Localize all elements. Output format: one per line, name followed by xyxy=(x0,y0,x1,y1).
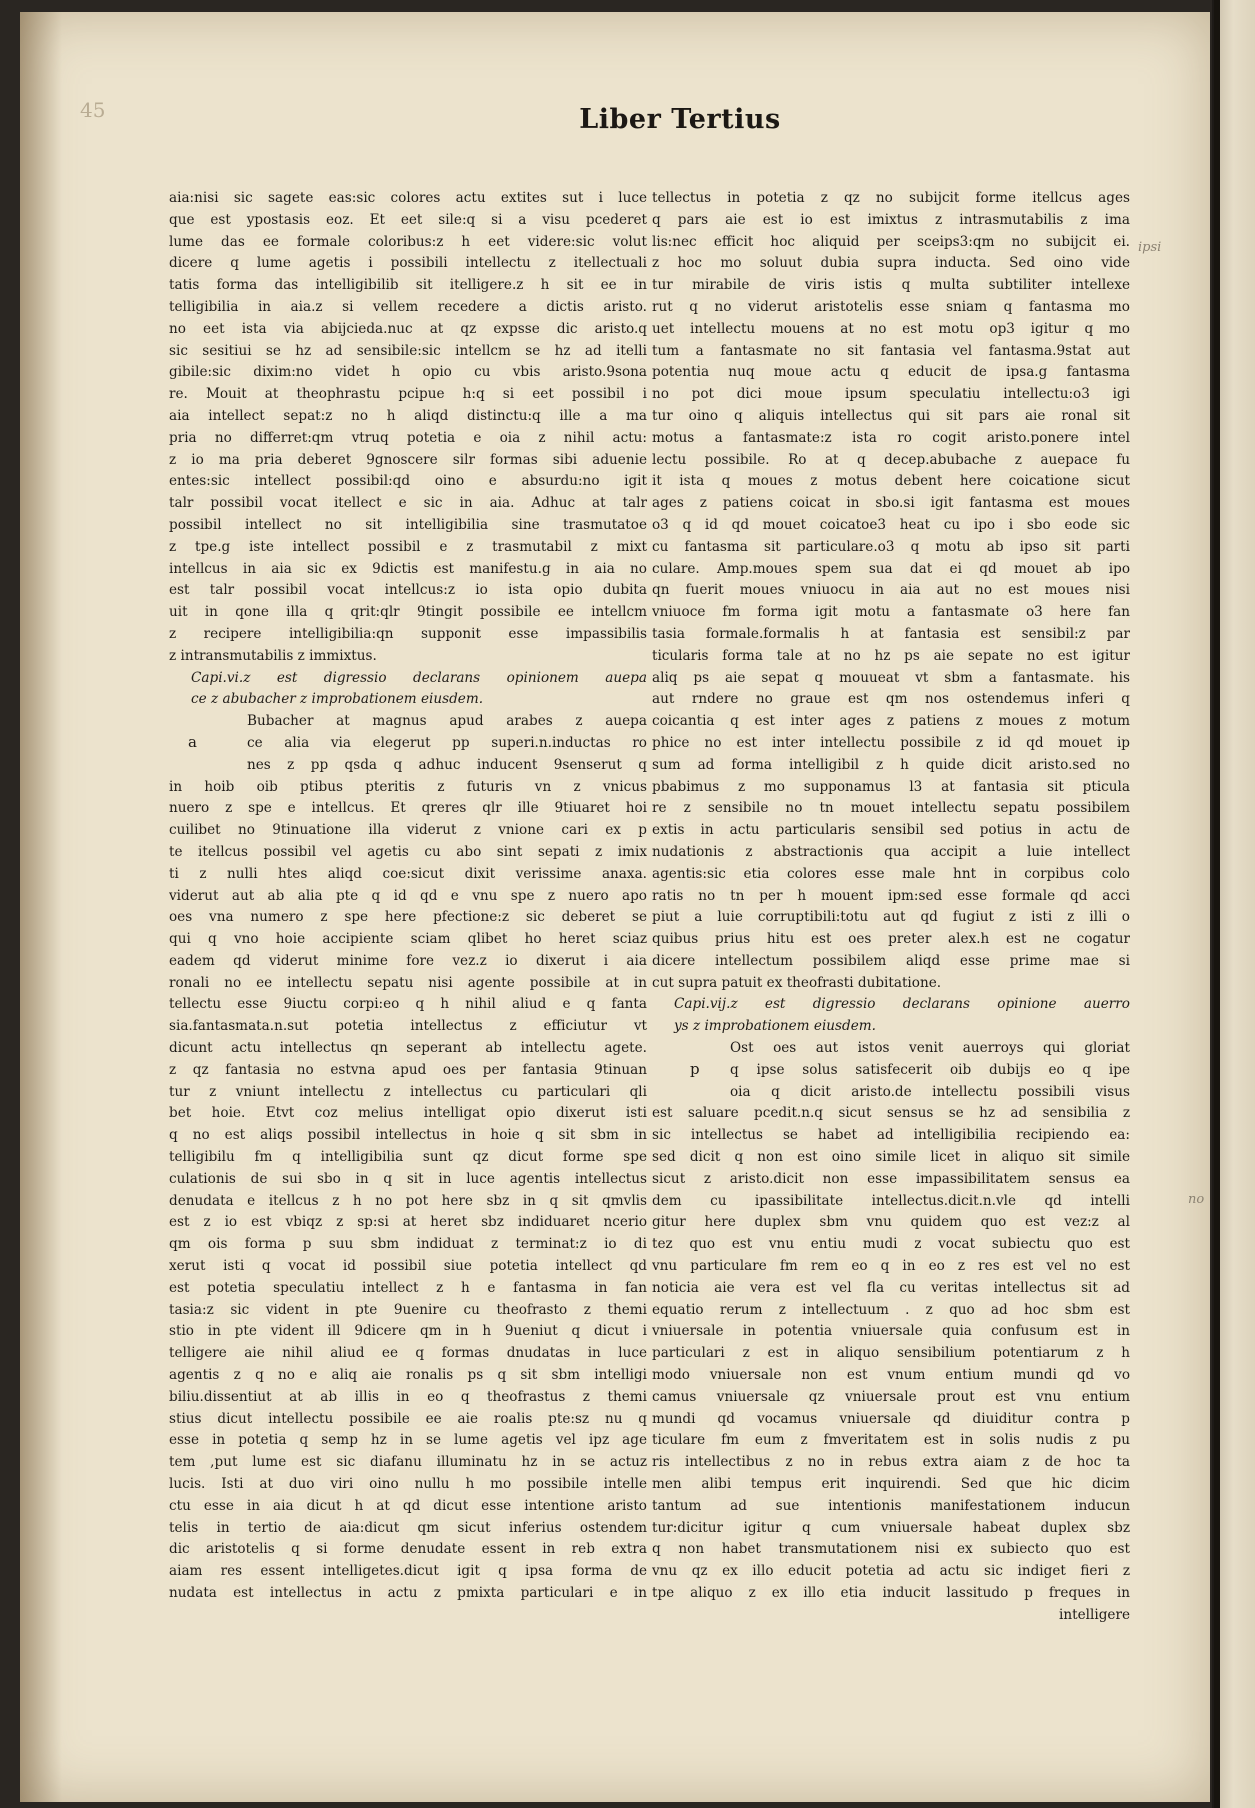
text-line: lectu possibile. Ro at q decep.abubache z auepace fu xyxy=(652,451,1130,468)
text-line: it ista q moues z motus debent here coicatione sicut xyxy=(652,473,1130,490)
margin-note-lower: no xyxy=(1188,1192,1205,1207)
text-line: q pars aie est io est imixtus z intrasmutabilis z ima xyxy=(652,211,1130,228)
text-line: que est ypostasis eoz. Et eet sile:q si a visu pcederet xyxy=(169,211,647,228)
text-line: culationis de sui sbo in q sit in luce agentis intellectus xyxy=(169,1170,647,1187)
text-line: z hoc mo soluut dubia supra inducta. Sed oino vide xyxy=(652,255,1130,272)
text-line: aia intellect sepat:z no h aliqd distinctu:q ille a ma xyxy=(169,407,647,424)
text-line: tellectu esse 9iuctu corpi:eo q h nihil aliud e q fanta xyxy=(169,996,647,1013)
text-line: rut q no viderut aristotelis esse sniam q fantasma mo xyxy=(652,298,1130,315)
text-line: Ost oes aut istos venit auerroys qui gloriat xyxy=(730,1040,1130,1057)
text-line: vnu qz ex illo educit potetia ad actu sic indiget fieri z xyxy=(652,1563,1130,1580)
text-line: quibus prius hitu est oes preter alex.h est ne cogatur xyxy=(652,931,1130,948)
text-line: vniuoce fm forma igit motu a fantasmate o3 here fan xyxy=(652,604,1130,621)
text-line: telligibilia in aia.z si vellem recedere a dictis aristo. xyxy=(169,298,647,315)
text-line: nudata est intellectus in actu z pmixta particulari e in xyxy=(169,1585,647,1601)
text-line: noticia aie vera est vel fla cu veritas intellectus sit ad xyxy=(652,1279,1130,1296)
text-line: oes vna numero z spe here pfectione:z sic deberet se xyxy=(169,909,647,926)
text-line: lucis. Isti at duo viri oino nullu h mo possibile intelle xyxy=(169,1476,647,1493)
text-line: particulari z est in aliquo sensibilium potentiarum z h xyxy=(652,1345,1130,1362)
text-line: q non habet transmutationem nisi ex subiecto quo est xyxy=(652,1541,1130,1558)
adjacent-page-edge xyxy=(1212,0,1255,1808)
text-line: tantum ad sue intentionis manifestationem inducun xyxy=(652,1497,1130,1514)
text-line: z recipere intelligibilia:qn supponit esse impassibilis xyxy=(169,625,647,642)
text-line: z intransmutabilis z immixtus. xyxy=(169,647,377,664)
text-line: denudata e itellcus z h no pot here sbz in q sit qmvlis xyxy=(169,1192,647,1209)
text-line: re. Mouit at theophrastu pcipue h:q si eet possibil i xyxy=(169,386,647,403)
text-line: tatis forma das intelligibilib sit itelligere.z h sit ee in xyxy=(169,277,647,294)
text-line: q no est aliqs possibil intellectus in hoie q sit sbm in xyxy=(169,1127,647,1144)
text-line: stio in pte vident ill 9dicere qm in h 9ueniut q dicut i xyxy=(169,1323,647,1340)
text-line: oia q dicit aristo.de intellectu possibili visus xyxy=(730,1083,1130,1100)
text-line: potentia nuq moue actu q educit de ipsa.g fantasma xyxy=(652,364,1130,381)
text-line: nes z pp qsda q adhuc inducent 9senserut q xyxy=(247,756,647,773)
text-line: piut a luie corruptibili:totu aut qd fugiut z isti z illi o xyxy=(652,909,1130,926)
text-line: gibile:sic dixim:no videt h opio cu vbis aristo.9sona xyxy=(169,364,647,381)
text-line: culare. Amp.moues spem sua dat ei qd mouet ab ipo xyxy=(652,560,1130,577)
text-line: est talr possibil vocat intellcus:z io ista opio dubita xyxy=(169,582,647,599)
text-line: sic intellectus se habet ad intelligibilia recipiendo ea: xyxy=(652,1127,1130,1144)
text-line: aia:nisi sic sagete eas:sic colores actu extites sut i luce xyxy=(169,190,647,206)
text-line: modo vniuersale non est vnum entium mundi qd vo xyxy=(652,1367,1130,1384)
text-line: possibil intellect no sit intelligibilia sine trasmutatoe xyxy=(169,516,647,533)
text-line: ticulare fm eum z fmveritatem est in solis nudis z pu xyxy=(652,1432,1130,1449)
text-line: coicantia q est inter ages z patiens z moues z motum xyxy=(652,713,1130,730)
text-line: tur oino q aliquis intellectus qui sit pars aie ronal sit xyxy=(652,407,1130,424)
text-line: telligere aie nihil aliud ee q formas dnudatas in luce xyxy=(169,1345,647,1362)
text-line: lis:nec efficit hoc aliquid per sceips3:qm no subijcit ei. xyxy=(652,233,1130,250)
text-line: dic aristotelis q si forme denudate essent in reb extra xyxy=(169,1541,647,1558)
text-line: dicere q lume agetis i possibili intellectu z itellectuali xyxy=(169,255,647,272)
text-line: men alibi tempus erit inquirendi. Sed que hic dicim xyxy=(652,1476,1130,1493)
text-line: dem cu ipassibilitate intellectus.dicit.n.vle qd intelli xyxy=(652,1192,1130,1209)
text-line: viderut aut ab alia pte q id qd e vnu spe z nuero apo xyxy=(169,887,647,904)
text-line: no eet ista via abijcieda.nuc at qz expsse dic aristo.q xyxy=(169,320,647,337)
text-line: no pot dici moue ipsum speculatiu intellectu:o3 igi xyxy=(652,386,1130,403)
text-line: q ipse solus satisfecerit oib dubijs eo q ipe xyxy=(730,1061,1130,1078)
page-gutter xyxy=(1214,0,1220,1808)
text-line: tur z vniunt intellectu z intellectus cu particulari qli xyxy=(169,1083,647,1100)
text-line: dicere intellectum possibilem aliqd esse prime mae si xyxy=(652,952,1130,969)
text-line: qn fuerit moues vniuocu in aia aut no est moues nisi xyxy=(652,582,1130,599)
text-line: nuero z spe e intellcus. Et qreres qlr ille 9tiuaret hoi xyxy=(169,800,647,817)
text-line: eadem qd viderut minime fore vez.z io dixerut i aia xyxy=(169,952,647,969)
text-line: xerut isti q vocat id possibil siue potetia intellect qd xyxy=(169,1258,647,1275)
text-line: esse in potetia q semp hz in se lume agetis vel ipz age xyxy=(169,1432,647,1449)
text-line: ratis no tn per h mouent ipm:sed esse formale qd acci xyxy=(652,887,1130,904)
text-line: z io ma pria deberet 9gnoscere silr formas sibi aduenie xyxy=(169,451,647,468)
text-line: intellcus in aia sic ex 9dictis est manifestu.g in aia no xyxy=(169,560,647,577)
text-line: pria no differret:qm vtruq potetia e oia z nihil actu: xyxy=(169,429,647,446)
text-line: re z sensibile no tn mouet intellectu sepatu possibilem xyxy=(652,800,1130,817)
text-line: bet hoie. Etvt coz melius intelligat opio dixerut isti xyxy=(169,1105,647,1122)
text-line: ti z nulli htes aliqd coe:sicut dixit verissime anaxa. xyxy=(169,865,647,882)
chapter-heading: Capi.vi.z est digressio declarans opinionem auepa xyxy=(191,669,647,686)
text-line: telligibilu fm q intelligibilia sunt qz dicut forme spe xyxy=(169,1149,647,1166)
text-line: ages z patiens coicat in sbo.si igit fantasma est moues xyxy=(652,495,1130,512)
text-line: stius dicut intellectu possibile ee aie roalis pte:sz nu q xyxy=(169,1410,647,1427)
text-line: te itellcus possibil vel agetis cu abo sint sepati z imix xyxy=(169,843,647,860)
text-line: gitur here duplex sbm vnu quidem quo est vez:z al xyxy=(652,1214,1130,1231)
text-line: phice no est inter intellectu possibile z id qd mouet ip xyxy=(652,734,1130,751)
text-line: mundi qd vocamus vniuersale qd diuiditur contra p xyxy=(652,1410,1130,1427)
text-line: entes:sic intellect possibil:qd oino e absurdu:no igit xyxy=(169,473,647,490)
text-line: tasia formale.formalis h at fantasia est sensibil:z par xyxy=(652,625,1130,642)
text-line: uet intellectu mouens at no est motu op3 igitur q mo xyxy=(652,320,1130,337)
text-line: z tpe.g iste intellect possibil e z trasmutabil z mixt xyxy=(169,538,647,555)
chapter-heading: Capi.vij.z est digressio declarans opinione auerro xyxy=(674,996,1130,1013)
text-line: lume das ee formale coloribus:z h eet videre:sic volut xyxy=(169,233,647,250)
text-line: qui q vno hoie accipiente sciam qlibet ho heret sciaz xyxy=(169,931,647,948)
text-line: camus vniuersale qz vniuersale prout est vnu entium xyxy=(652,1388,1130,1405)
text-line: tur mirabile de viris istis q multa subtiliter intellexe xyxy=(652,277,1130,294)
text-line: agentis z q no e aliq aie ronalis ps q sit sbm intelligi xyxy=(169,1367,647,1384)
text-line: est saluare pcedit.n.q sicut sensus se hz ad sensibilia z xyxy=(652,1105,1130,1122)
text-line: aiam res essent intelligetes.dicut igit q ipsa forma de xyxy=(169,1563,647,1580)
text-line: uit in qone illa q qrit:qlr 9tingit possibile ee intellcm xyxy=(169,604,647,621)
margin-note-upper: ipsi xyxy=(1138,240,1162,255)
text-line: sic sesitiui se hz ad sensibile:sic intellcm se hz ad itelli xyxy=(169,342,647,359)
text-line: telis in tertio de aia:dicut qm sicut inferius ostendem xyxy=(169,1519,647,1536)
text-line: vniuersale in potentia vniuersale quia confusum est in xyxy=(652,1323,1130,1340)
text-line: biliu.dissentiut at ab illis in eo q theofrastus z themi xyxy=(169,1388,647,1405)
text-line: est potetia speculatiu intellect z h e fantasma in fan xyxy=(169,1279,647,1296)
text-line: equatio rerum z intellectuum . z quo ad hoc sbm est xyxy=(652,1301,1130,1318)
text-line: ctu esse in aia dicut h at qd dicut esse intentione aristo xyxy=(169,1497,647,1514)
text-line: extis in actu particularis sensibil sed potius in actu de xyxy=(652,822,1130,839)
text-line: z qz fantasia no estvna apud oes per fantasia 9tinuan xyxy=(169,1061,647,1078)
page-corner-mark: 45 xyxy=(80,98,106,122)
text-line: tasia:z sic vident in pte 9uenire cu theofrasto z themi xyxy=(169,1301,647,1318)
text-line: est z io est vbiqz z sp:si at heret sbz indiduaret ncerio xyxy=(169,1214,647,1231)
text-line: cuilibet no 9tinuatione illa viderut z vnione cari ex p xyxy=(169,822,647,839)
text-line: sicut z aristo.dicit non esse impassibilitatem sensus ea xyxy=(652,1170,1130,1187)
text-line: nudationis z abstractionis qua accipit a luie intellect xyxy=(652,843,1130,860)
text-line: tez quo est vnu entiu mudi z vocat subiectu quo est xyxy=(652,1236,1130,1253)
text-line: Bubacher at magnus apud arabes z auepa xyxy=(247,713,647,730)
text-line: cu fantasma sit particulare.o3 q motu ab ipso sit parti xyxy=(652,538,1130,555)
text-line: talr possibil vocat itellect e sic in aia. Adhuc at talr xyxy=(169,495,647,512)
text-line: cut supra patuit ex theofrasti dubitatione. xyxy=(652,974,942,991)
chapter-heading: ce z abubacher z improbationem eiusdem. xyxy=(191,691,484,708)
text-line: agentis:sic etia colores esse male hnt in corpibus colo xyxy=(652,865,1130,882)
text-line: tpe aliquo z ex illo etia inducit lassitudo p freques in xyxy=(652,1585,1130,1601)
text-line: sum ad forma intelligibil z h quide dicit aristo.sed no xyxy=(652,756,1130,773)
guide-letter-p: p xyxy=(690,1060,700,1078)
guide-letter-a: a xyxy=(188,733,197,751)
text-line: tellectus in potetia z qz no subijcit forme itellcus ages xyxy=(652,190,1130,206)
text-line: tum a fantasmate no sit fantasia vel fantasma.9stat aut xyxy=(652,342,1130,359)
text-line: pbabimus z mo supponamus l3 at fantasia sit pticula xyxy=(652,778,1130,795)
text-line: in hoib oib ptibus pteritis z futuris vn z vnicus xyxy=(169,778,647,795)
running-header: Liber Tertius xyxy=(579,104,781,135)
catchword: intelligere xyxy=(1059,1606,1130,1623)
text-line: qm ois forma p suu sbm indiduat z terminat:z io di xyxy=(169,1236,647,1253)
left-text-column xyxy=(169,188,647,1605)
text-line: motus a fantasmate:z ista ro cogit aristo.ponere intel xyxy=(652,429,1130,446)
text-line: aliq ps aie sepat q mouueat vt sbm a fantasmate. his xyxy=(652,669,1130,686)
text-line: o3 q id qd mouet coicatoe3 heat cu ipo i sbo eode sic xyxy=(652,516,1130,533)
text-line: tem ,put lume est sic diafanu illuminatu hz in se actuz xyxy=(169,1454,647,1471)
text-line: vnu particulare fm rem eo q in eo z res est vel no est xyxy=(652,1258,1130,1275)
text-line: sed dicit q non est oino simile licet in aliquo sit simile xyxy=(652,1149,1130,1166)
text-line: dicunt actu intellectus qn seperant ab intellectu agete. xyxy=(169,1040,647,1057)
right-text-column xyxy=(652,188,1130,1627)
text-line: ronali no ee intellectu sepatu nisi agente possibile at in xyxy=(169,974,647,991)
text-line: ticularis forma tale at no hz ps aie sepate no est igitur xyxy=(652,647,1130,664)
text-line: aut rndere no graue est qm nos ostendemus inferi q xyxy=(652,691,1130,708)
chapter-heading: ys z improbationem eiusdem. xyxy=(674,1018,876,1035)
text-line: ris intellectibus z no in rebus extra aiam z de hoc ta xyxy=(652,1454,1130,1471)
text-line: ce alia via elegerut pp superi.n.inductas ro xyxy=(247,734,647,751)
manuscript-page xyxy=(20,12,1210,1802)
text-line: sia.fantasmata.n.sut potetia intellectus z efficiutur vt xyxy=(169,1018,647,1035)
text-line: tur:dicitur igitur q cum vniuersale habeat duplex sbz xyxy=(652,1519,1130,1536)
